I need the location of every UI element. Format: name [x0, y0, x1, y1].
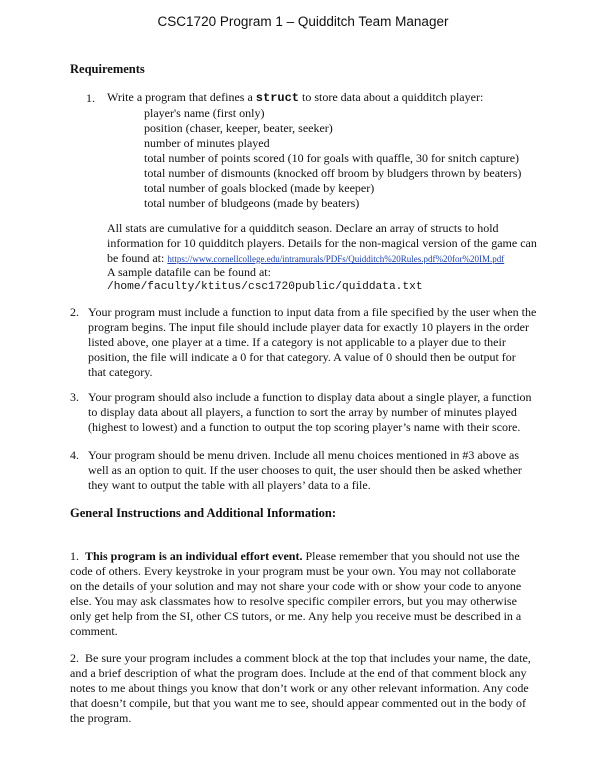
- rules-link[interactable]: https://www.cornellcollege.edu/intramurals/PDFs/Quidditch%20Rules.pdf%20for%20IM.pdf: [167, 254, 505, 264]
- struct-field: number of minutes played: [144, 136, 270, 150]
- item-4-line: Your program should be menu driven. Include all menu choices mentioned in #3 above as: [88, 448, 520, 462]
- item-4-line: well as an option to quit. If the user chooses to quit, the user should then be asked whether: [88, 463, 522, 477]
- general-item-1-line: comment.: [70, 624, 118, 638]
- struct-field: total number of bludgeons (made by beaters): [144, 196, 360, 210]
- requirements-heading: Requirements: [70, 62, 145, 76]
- page-title: CSC1720 Program 1 – Quidditch Team Manager: [157, 14, 449, 29]
- item-1-intro-after: to store data about a quidditch player:: [299, 90, 484, 104]
- general-item-2-line: notes to me about things you know that don’t work or any other relevant information. Any code: [70, 681, 529, 695]
- item-1-intro: [107, 90, 483, 106]
- sample-datafile-label: A sample datafile can be found at:: [107, 265, 271, 279]
- item-1-note: All stats are cumulative for a quidditch season. Declare an array of structs to hold: [107, 221, 499, 235]
- general-item-2-line: the program.: [70, 711, 132, 725]
- item-3-line: to display data about all players, a function to sort the array by number of minutes played: [88, 405, 517, 419]
- item-2-number: 2.: [70, 305, 79, 319]
- item-3-line: (highest to lowest) and a function to output the top scoring player’s name with their score.: [88, 420, 521, 434]
- struct-field: total number of points scored (10 for goals with quaffle, 30 for snitch capture): [144, 151, 520, 165]
- item-4-number: 4.: [70, 448, 79, 462]
- general-item-2-number: 2.: [70, 651, 79, 665]
- found-at-label: be found at:: [107, 251, 168, 265]
- general-item-1-rest: Please remember that you should not use the: [302, 549, 520, 563]
- general-item-1-line: else. You may ask classmates how to resolve specific compiler errors, but you may otherwise: [70, 594, 517, 608]
- item-2-line: position, the file will indicate a 0 for that category. A value of 0 should then be output for: [88, 350, 516, 364]
- item-2-line: that category.: [88, 365, 153, 379]
- general-item-2-first: Be sure your program includes a comment block at the top that includes your name, the date,: [85, 651, 531, 665]
- struct-field: player's name (first only): [144, 106, 265, 120]
- sample-datafile-path: /home/faculty/ktitus/csc1720public/quiddata.txt: [107, 281, 423, 293]
- general-item-1-line: code of others. Every keystroke in your program must be your own. You may not collaborate: [70, 564, 516, 578]
- item-1-number: 1.: [86, 91, 95, 105]
- general-item-1-line: only get help from the SI, other CS tutors, or me. Any help you receive must be described in a: [70, 609, 522, 623]
- item-2-line: listed above, one player at a time. If a category is not applicable to a player due to their: [88, 335, 506, 349]
- item-1-note: information for 10 quidditch players. Details for the non-magical version of the game can: [107, 236, 537, 250]
- general-item-2-line: and a brief description of what the program does. Include at the end of that comment block any: [70, 666, 527, 680]
- general-item-1-line: on the details of your solution and may not share your code with or show your code to anyone: [70, 579, 522, 593]
- struct-field: total number of goals blocked (made by keeper): [144, 181, 375, 195]
- struct-keyword: struct: [255, 91, 300, 105]
- general-item-1-first-line: [70, 549, 520, 564]
- item-3-line: Your program should also include a function to display data about a single player, a function: [88, 390, 532, 404]
- general-heading: General Instructions and Additional Information:: [70, 506, 337, 520]
- general-item-2-line: that doesn’t compile, but that you want me to see, should appear commented out in the body of: [70, 696, 527, 710]
- general-item-2-first-line: [70, 651, 531, 666]
- item-2-line: Your program must include a function to input data from a file specified by the user when the: [88, 305, 537, 319]
- item-2-line: program begins. The input file should include player data for exactly 10 players in the order: [88, 320, 529, 334]
- item-4-line: they want to output the table with all players’ data to a file.: [88, 478, 371, 492]
- general-item-1-bold: This program is an individual effort event.: [85, 549, 303, 563]
- item-1-intro-before: Write a program that defines a: [107, 90, 256, 104]
- item-3-number: 3.: [70, 390, 79, 404]
- struct-field: position (chaser, keeper, beater, seeker): [144, 121, 333, 135]
- struct-field: total number of dismounts (knocked off broom by bludgers thrown by beaters): [144, 166, 522, 180]
- general-item-1-number: 1.: [70, 549, 79, 563]
